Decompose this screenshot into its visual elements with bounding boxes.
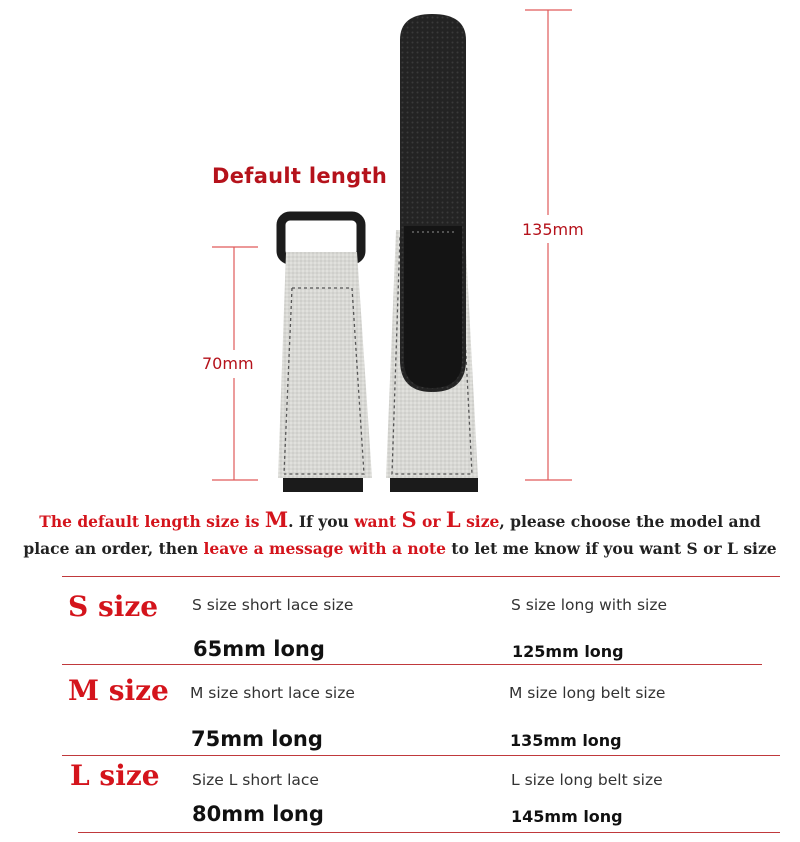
note-text: want (354, 512, 402, 531)
note-text: , please choose the model and (499, 512, 761, 531)
note-text: . If you (288, 512, 355, 531)
note-text: size (460, 512, 500, 531)
long-label-l: L size long belt size (511, 771, 663, 789)
note-text: or (416, 512, 446, 531)
note-line-1 (0, 506, 800, 535)
long-value-m: 135mm long (510, 731, 622, 750)
divider (62, 664, 762, 665)
long-value-s: 125mm long (512, 642, 624, 661)
divider (78, 832, 780, 833)
size-name-l: L size (70, 759, 160, 792)
long-label-m: M size long belt size (509, 684, 666, 702)
long-label-s: S size long with size (511, 596, 667, 614)
note-highlight: leave a message with a note (203, 539, 447, 558)
long-dimension-label: 135mm (522, 220, 584, 239)
short-strap (278, 216, 372, 492)
note-size-s: S (401, 507, 417, 532)
note-size-m: M (264, 507, 289, 532)
default-length-label: Default length (212, 164, 388, 188)
size-name-s: S size (68, 590, 159, 623)
long-value-l: 145mm long (511, 807, 623, 826)
short-label-m: M size short lace size (190, 684, 355, 702)
note-size-l: L (445, 507, 461, 532)
short-label-s: S size short lace size (192, 596, 354, 614)
short-value-l: 80mm long (192, 802, 324, 826)
note-text: The default length size is (39, 512, 265, 531)
size-note (0, 506, 800, 562)
dimension-long (525, 10, 572, 480)
short-dimension-label: 70mm (202, 354, 254, 373)
short-value-m: 75mm long (191, 727, 323, 751)
note-text: place an order, then (23, 539, 204, 558)
short-label-l: Size L short lace (192, 771, 319, 789)
size-name-m: M size (68, 674, 169, 707)
note-line-2 (0, 535, 800, 562)
long-strap (386, 14, 478, 492)
divider (62, 576, 780, 577)
short-value-s: 65mm long (193, 637, 325, 661)
note-text: to let me know if you want S or L size (446, 539, 777, 558)
divider (62, 755, 780, 756)
